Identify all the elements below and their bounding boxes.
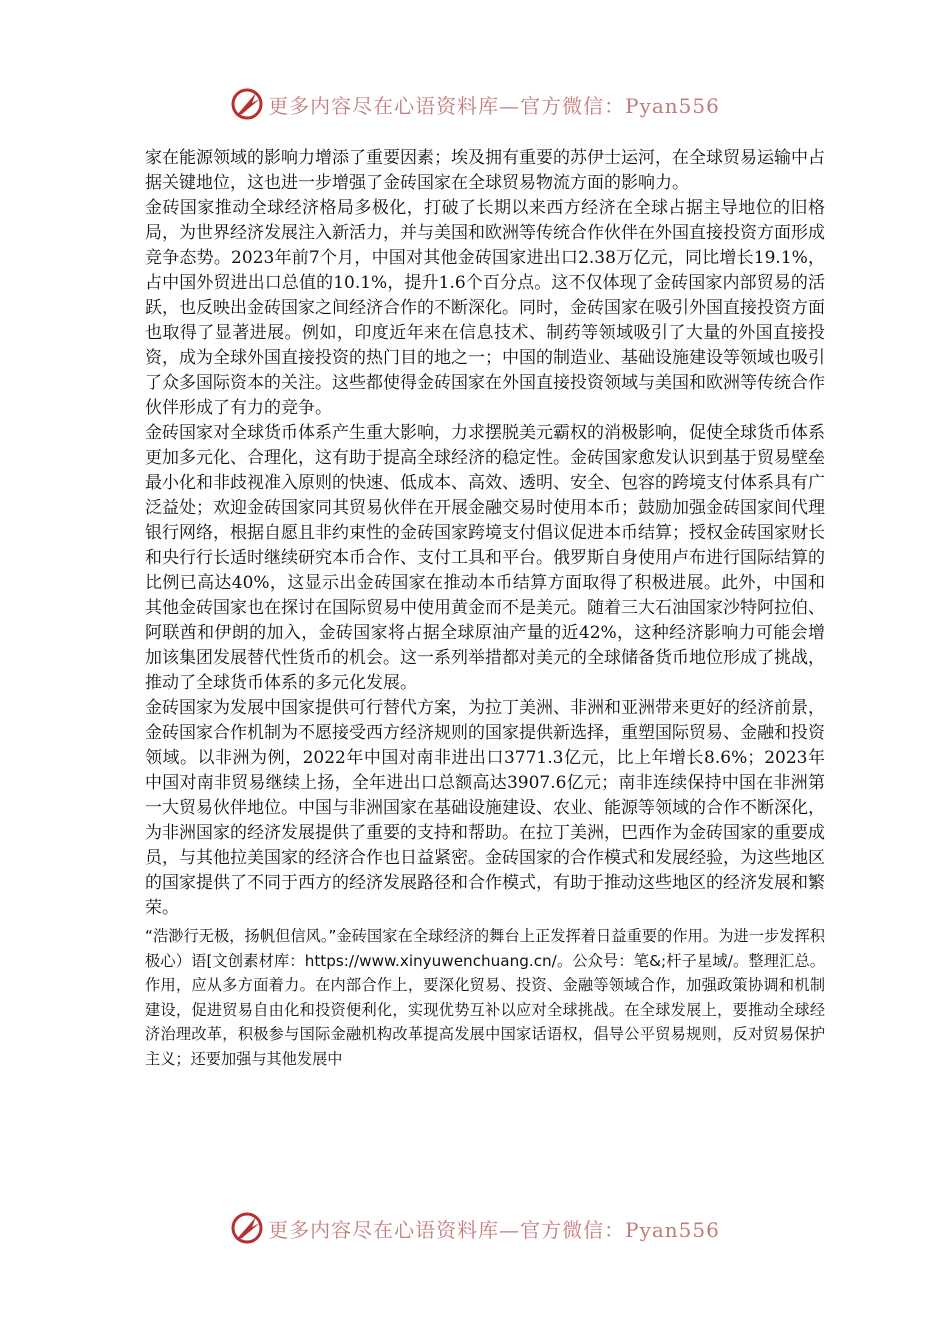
banner-text: 更多内容尽在心语资料库—官方微信：Pyan556 (268, 93, 720, 118)
paragraph: “浩渺行无极，扬帆但信风。”金砖国家在全球经济的舞台上正发挥着日益重要的作用。为进一步发挥积极心）语[文创素材库：https://www.xinyuwenchuang.cn/。公众号：笔&;杆子星域/。整理汇总。作用，应从多方面着力。在内部合作上，要深化贸易、投资、金融等领域合作，加强政策协调和机制建设，促进贸易自由化和投资便利化，实现优势互补以应对全球挑战。在全球发展上，要推动全球经济治理改革，积极参与国际金融机构改革提高发展中国家话语权，倡导公平贸易规则，反对贸易保护主义；还要加强与其他发展中 (145, 927, 825, 1068)
paragraph: 金砖国家推动全球经济格局多极化，打破了长期以来西方经济在全球占据主导地位的旧格局，为世界经济发展注入新活力，并与美国和欧洲等传统合作伙伴在外国直接投资方面形成竞争态势。2023年前7个月，中国对其他金砖国家进出口2.38万亿元，同比增长19.1%，占中国外贸进出口总值的10.1%，提升1.6个百分点。这不仅体现了金砖国家内部贸易的活跃，也反映出金砖国家之间经济合作的不断深化。同时，金砖国家在吸引外国直接投资方面也取得了显著进展。例如，印度近年来在信息技术、制药等领域吸引了大量的外国直接投资，成为全球外国直接投资的热门目的地之一；中国的制造业、基础设施建设等领域也吸引了众多国际资本的关注。这些都使得金砖国家在外国直接投资领域与美国和欧洲等传统合作伙伴形成了有力的竞争。 (145, 198, 825, 418)
quill-logo-icon (230, 87, 264, 121)
quill-logo-icon (230, 1211, 264, 1245)
paragraph: 家在能源领域的影响力增添了重要因素；埃及拥有重要的苏伊士运河，在全球贸易运输中占据关键地位，这也进一步增强了金砖国家在全球贸易物流方面的影响力。 (145, 148, 825, 193)
paragraph: 金砖国家为发展中国家提供可行替代方案，为拉丁美洲、非洲和亚洲带来更好的经济前景，金砖国家合作机制为不愿接受西方经济规则的国家提供新选择，重塑国际贸易、金融和投资领域。以非洲为例，2022年中国对南非进出口3771.3亿元，比上年增长8.6%；2023年中国对南非贸易继续上扬，全年进出口总额高达3907.6亿元；南非连续保持中国在非洲第一大贸易伙伴地位。中国与非洲国家在基础设施建设、农业、能源等领域的合作不断深化，为非洲国家的经济发展提供了重要的支持和帮助。在拉丁美洲，巴西作为金砖国家的重要成员，与其他拉美国家的经济合作也日益紧密。金砖国家的合作模式和发展经验，为这些地区的国家提供了不同于西方的经济发展路径和合作模式，有助于推动这些地区的经济发展和繁荣。 (145, 698, 825, 918)
document-body (145, 146, 825, 1072)
paragraph: 金砖国家对全球货币体系产生重大影响，力求摆脱美元霸权的消极影响，促使全球货币体系更加多元化、合理化，这有助于提高全球经济的稳定性。金砖国家愈发认识到基于贸易壁垒最小化和非歧视准入原则的快速、低成本、高效、透明、安全、包容的跨境支付体系具有广泛益处；欢迎金砖国家同其贸易伙伴在开展金融交易时使用本币；鼓励加强金砖国家间代理银行网络，根据自愿且非约束性的金砖国家跨境支付倡议促进本币结算；授权金砖国家财长和央行行长适时继续研究本币合作、支付工具和平台。俄罗斯自身使用卢布进行国际结算的比例已高达40%，这显示出金砖国家在推动本币结算方面取得了积极进展。此外，中国和其他金砖国家也在探讨在国际贸易中使用黄金而不是美元。随着三大石油国家沙特阿拉伯、阿联酋和伊朗的加入，金砖国家将占据全球原油产量的近42%，这种经济影响力可能会增加该集团发展替代性货币的机会。这一系列举措都对美元的全球储备货币地位形成了挑战，推动了全球货币体系的多元化发展。 (145, 423, 825, 693)
banner-text: 更多内容尽在心语资料库—官方微信：Pyan556 (268, 1217, 720, 1242)
footer-watermark-banner (0, 1208, 950, 1248)
header-watermark-banner (0, 84, 950, 124)
